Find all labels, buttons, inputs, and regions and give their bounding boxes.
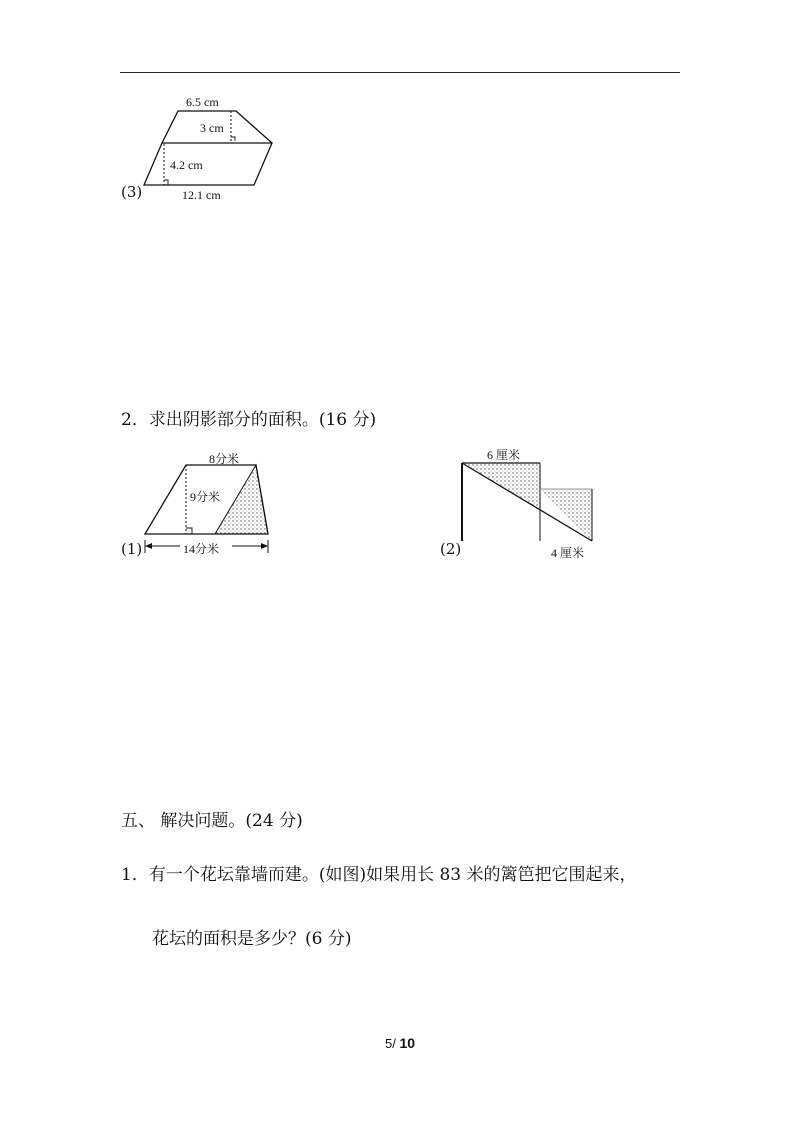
question-2-title: 2．求出阴影部分的面积。(16 分) (121, 410, 377, 430)
fig1-base-label: 14分米 (183, 542, 220, 556)
fig3-top-label: 6.5 cm (186, 95, 219, 109)
question-1-line-1: 1．有一个花坛靠墙而建。(如图)如果用长 83 米的篱笆把它围起来， (121, 865, 637, 885)
fig2-top-label: 6 厘米 (487, 448, 521, 462)
fig3-upper-height-label: 3 cm (200, 121, 224, 135)
page-current: 5/ (384, 1036, 396, 1051)
fig2-right-label: 4 厘米 (551, 546, 585, 560)
fig3-number: (3) (121, 183, 143, 201)
fig1-number: (1) (121, 540, 143, 558)
fig3-lower-height-label: 4.2 cm (170, 158, 203, 172)
section-5-title: 五、 解决问题。(24 分) (121, 811, 303, 831)
page-total: 10 (399, 1035, 416, 1051)
question-1-line-2: 花坛的面积是多少？(6 分) (152, 929, 352, 949)
fig1-top-label: 8分米 (209, 452, 240, 466)
page-number (0, 1035, 800, 1051)
fig2-number: (2) (440, 540, 462, 558)
fig1-height-label: 9分米 (190, 490, 221, 504)
fig3-bottom-label: 12.1 cm (182, 188, 221, 202)
